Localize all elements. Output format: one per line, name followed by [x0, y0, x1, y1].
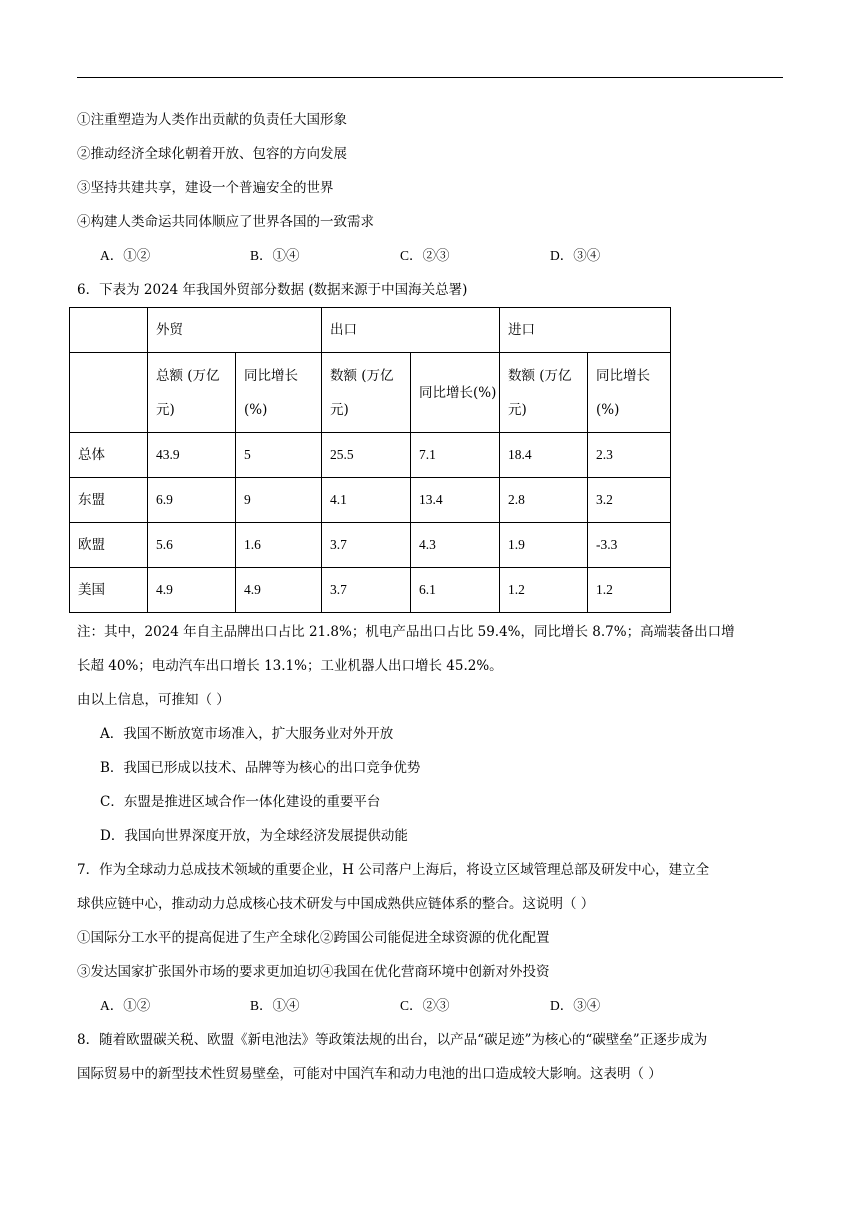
q8-stem-line-1: 8．随着欧盟碳关税、欧盟《新电池法》等政策法规的出台，以产品“碳足迹”为核心的“碳壁垒”正逐步成为 — [77, 1032, 708, 1048]
table-row — [70, 568, 671, 613]
q7-option-d[interactable]: D．③④ — [550, 998, 601, 1013]
trade-data-table — [69, 307, 671, 613]
table-cell: 1.2 — [588, 568, 671, 613]
table-group-export: 出口 — [322, 308, 500, 353]
table-row — [70, 478, 671, 523]
table-subheader-blank — [70, 353, 148, 433]
table-cell: 6.9 — [148, 478, 236, 523]
table-cell: 1.9 — [500, 523, 588, 568]
q5-options — [100, 246, 720, 266]
table-cell: 2.3 — [588, 433, 671, 478]
q7-stem-line-1: 7．作为全球动力总成技术领域的重要企业，H 公司落户上海后，将设立区域管理总部及研发中心，建立全 — [77, 862, 710, 878]
q6-choice-a[interactable]: A．我国不断放宽市场准入，扩大服务业对外开放 — [100, 726, 394, 742]
table-cell: 9 — [236, 478, 322, 523]
q7-items-line-2: ③发达国家扩张国外市场的要求更加迫切④我国在优化营商环境中创新对外投资 — [77, 964, 550, 980]
q5-item-2: ②推动经济全球化朝着开放、包容的方向发展 — [77, 146, 347, 162]
table-cell: 3.7 — [322, 568, 411, 613]
q6-stem: 6．下表为 2024 年我国外贸部分数据 (数据来源于中国海关总署) — [77, 282, 468, 298]
q5-item-4: ④构建人类命运共同体顺应了世界各国的一致需求 — [77, 214, 374, 230]
table-group-trade: 外贸 — [148, 308, 322, 353]
q6-prompt: 由以上信息，可推知（ ） — [77, 692, 230, 708]
table-cell: 3.2 — [588, 478, 671, 523]
table-cell: 1.6 — [236, 523, 322, 568]
table-corner-cell — [70, 308, 148, 353]
table-cell: 2.8 — [500, 478, 588, 523]
table-cell: 7.1 — [411, 433, 500, 478]
table-cell: 4.3 — [411, 523, 500, 568]
table-row — [70, 523, 671, 568]
table-cell: 13.4 — [411, 478, 500, 523]
table-subheader: 同比增长(%) — [411, 353, 500, 433]
table-cell: 25.5 — [322, 433, 411, 478]
q7-option-a[interactable]: A．①② — [100, 998, 151, 1013]
q7-option-b[interactable]: B．①④ — [250, 998, 300, 1013]
table-cell: -3.3 — [588, 523, 671, 568]
table-group-import: 进口 — [500, 308, 671, 353]
q6-choice-b[interactable]: B．我国已形成以技术、品牌等为核心的出口竞争优势 — [100, 760, 421, 776]
table-cell: 6.1 — [411, 568, 500, 613]
table-cell: 5 — [236, 433, 322, 478]
table-subheader: 同比增长(%) — [236, 353, 322, 433]
q5-option-b[interactable]: B．①④ — [250, 248, 300, 263]
table-cell: 3.7 — [322, 523, 411, 568]
q5-option-c[interactable]: C．②③ — [400, 248, 450, 263]
q5-item-1: ①注重塑造为人类作出贡献的负责任大国形象 — [77, 112, 347, 128]
table-subheader: 同比增长(%) — [588, 353, 671, 433]
q8-stem-line-2: 国际贸易中的新型技术性贸易壁垒，可能对中国汽车和动力电池的出口造成较大影响。这表明（ ） — [77, 1066, 662, 1082]
q6-note-line-2: 长超 40%；电动汽车出口增长 13.1%；工业机器人出口增长 45.2%。 — [77, 658, 503, 674]
q6-note-line-1: 注：其中，2024 年自主品牌出口占比 21.8%；机电产品出口占比 59.4%，同比增长 8.7%；高端装备出口增 — [77, 624, 735, 640]
table-cell: 18.4 — [500, 433, 588, 478]
table-row — [70, 433, 671, 478]
q5-option-d[interactable]: D．③④ — [550, 248, 601, 263]
table-cell: 4.1 — [322, 478, 411, 523]
table-cell: 1.2 — [500, 568, 588, 613]
row-label: 东盟 — [70, 478, 148, 523]
table-cell: 5.6 — [148, 523, 236, 568]
q7-items-line-1: ①国际分工水平的提高促进了生产全球化②跨国公司能促进全球资源的优化配置 — [77, 930, 550, 946]
q6-choice-c[interactable]: C．东盟是推进区域合作一体化建设的重要平台 — [100, 794, 381, 810]
row-label: 美国 — [70, 568, 148, 613]
q7-stem-line-2: 球供应链中心，推动动力总成核心技术研发与中国成熟供应链体系的整合。这说明（ ） — [77, 896, 595, 912]
table-subheader-row — [70, 353, 671, 433]
q7-options — [100, 996, 720, 1016]
table-cell: 4.9 — [236, 568, 322, 613]
table-cell: 43.9 — [148, 433, 236, 478]
table-cell: 4.9 — [148, 568, 236, 613]
q6-choice-d[interactable]: D．我国向世界深度开放，为全球经济发展提供动能 — [100, 828, 408, 844]
table-subheader: 数额 (万亿元) — [322, 353, 411, 433]
header-rule — [77, 77, 783, 78]
q5-option-a[interactable]: A．①② — [100, 248, 151, 263]
row-label: 总体 — [70, 433, 148, 478]
table-group-header-row — [70, 308, 671, 353]
table-subheader: 总额 (万亿元) — [148, 353, 236, 433]
q7-option-c[interactable]: C．②③ — [400, 998, 450, 1013]
row-label: 欧盟 — [70, 523, 148, 568]
table-subheader: 数额 (万亿元) — [500, 353, 588, 433]
q5-item-3: ③坚持共建共享，建设一个普遍安全的世界 — [77, 180, 334, 196]
